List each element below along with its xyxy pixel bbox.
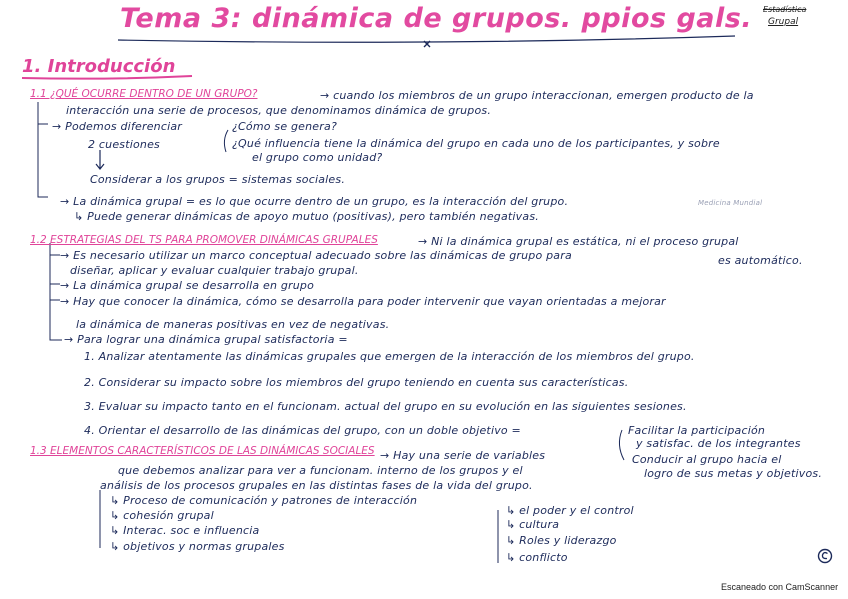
s11-considerar: Considerar a los grupos = sistemas sociales. xyxy=(90,173,346,186)
s12-l2: → La dinámica grupal se desarrolla en grupo xyxy=(60,279,315,292)
s12-obj2b: logro de sus metas y objetivos. xyxy=(644,467,823,480)
s12-l1b: diseñar, aplicar y evaluar cualquier trabajo grupal. xyxy=(70,264,359,277)
s12-l1: → Es necesario utilizar un marco conceptual adecuado sobre las dinámicas de grupo para xyxy=(60,249,572,262)
s12-head-tail: → Ni la dinámica grupal es estática, ni el proceso grupal xyxy=(418,235,739,248)
s13-item-right-2: ↳ cultura xyxy=(506,518,560,531)
s12-obj1: Facilitar la participación xyxy=(628,424,766,437)
s13-tail: → Hay una serie de variables xyxy=(380,449,546,462)
s11-q1: ¿Cómo se genera? xyxy=(232,120,337,133)
title-note-struck: Estadística xyxy=(763,5,807,14)
s12-l3b: la dinámica de maneras positivas en vez de negativas. xyxy=(76,318,390,331)
s12-automatic: es automático. xyxy=(718,254,803,267)
s12-obj2: Conducir al grupo hacia el xyxy=(632,453,782,466)
s12-n4: 4. Orientar el desarrollo de las dinámicas del grupo, con un doble objetivo = xyxy=(84,424,521,437)
s13-item-left-2: ↳ cohesión grupal xyxy=(110,509,214,522)
s12-l3: → Hay que conocer la dinámica, cómo se desarrolla para poder intervenir que vayan orientadas a mejorar xyxy=(60,295,666,308)
section-heading-intro: 1. Introducción xyxy=(22,56,176,77)
s13-item-right-4: ↳ conflicto xyxy=(506,551,568,564)
page-title: Tema 3: dinámica de grupos. ppios gals. xyxy=(120,3,753,34)
s11-dinamica1: → La dinámica grupal = es lo que ocurre dentro de un grupo, es la interacción del grupo. xyxy=(60,195,569,208)
circle-c-icon xyxy=(817,548,833,564)
s11-dinamica2: ↳ Puede generar dinámicas de apoyo mutuo (positivas), pero también negativas. xyxy=(74,210,539,223)
s12-n3: 3. Evaluar su impacto tanto en el funcionam. actual del grupo en su evolución en las siguientes sesiones. xyxy=(84,400,687,413)
s11-q2: ¿Qué influencia tiene la dinámica del grupo en cada uno de los participantes, y sobre xyxy=(232,137,720,150)
scanner-watermark: Escaneado con CamScanner xyxy=(721,582,839,592)
s12-l4: → Para lograr una dinámica grupal satisfactoria = xyxy=(64,333,348,346)
s11-line1: → cuando los miembros de un grupo interaccionan, emergen producto de la xyxy=(320,89,754,102)
s11-cuestiones: 2 cuestiones xyxy=(88,138,160,151)
s11-dinamica-note: Medicina Mundial xyxy=(698,199,763,207)
s12-n2: 2. Considerar su impacto sobre los miembros del grupo teniendo en cuenta sus características. xyxy=(84,376,629,389)
s13-item-right-3: ↳ Roles y liderazgo xyxy=(506,534,617,547)
s11-line2: interacción una serie de procesos, que denominamos dinámica de grupos. xyxy=(66,104,492,117)
s13-item-left-3: ↳ Interac. soc e influencia xyxy=(110,524,260,537)
s13-item-right-1: ↳ el poder y el control xyxy=(506,504,634,517)
s12-obj1b: y satisfac. de los integrantes xyxy=(636,437,801,450)
subheading-1-1: 1.1 ¿QUÉ OCURRE DENTRO DE UN GRUPO? xyxy=(30,88,258,100)
s11-q2b: el grupo como unidad? xyxy=(252,151,383,164)
s13-item-left-4: ↳ objetivos y normas grupales xyxy=(110,540,285,553)
s13-item-left-1: ↳ Proceso de comunicación y patrones de interacción xyxy=(110,494,418,507)
s11-diff: → Podemos diferenciar xyxy=(52,120,183,133)
subheading-1-3: 1.3 ELEMENTOS CARACTERÍSTICOS DE LAS DINÁMICAS SOCIALES xyxy=(30,445,375,457)
title-note: Grupal xyxy=(768,17,799,27)
s13-l1: que debemos analizar para ver a funcionam. interno de los grupos y el xyxy=(118,464,523,477)
s13-l2: análisis de los procesos grupales en las distintas fases de la vida del grupo. xyxy=(100,479,533,492)
s12-n1: 1. Analizar atentamente las dinámicas grupales que emergen de la interacción de los miembros del grupo. xyxy=(84,350,695,363)
subheading-1-2: 1.2 ESTRATEGIAS DEL TS PARA PROMOVER DINÁMICAS GRUPALES xyxy=(30,234,378,246)
